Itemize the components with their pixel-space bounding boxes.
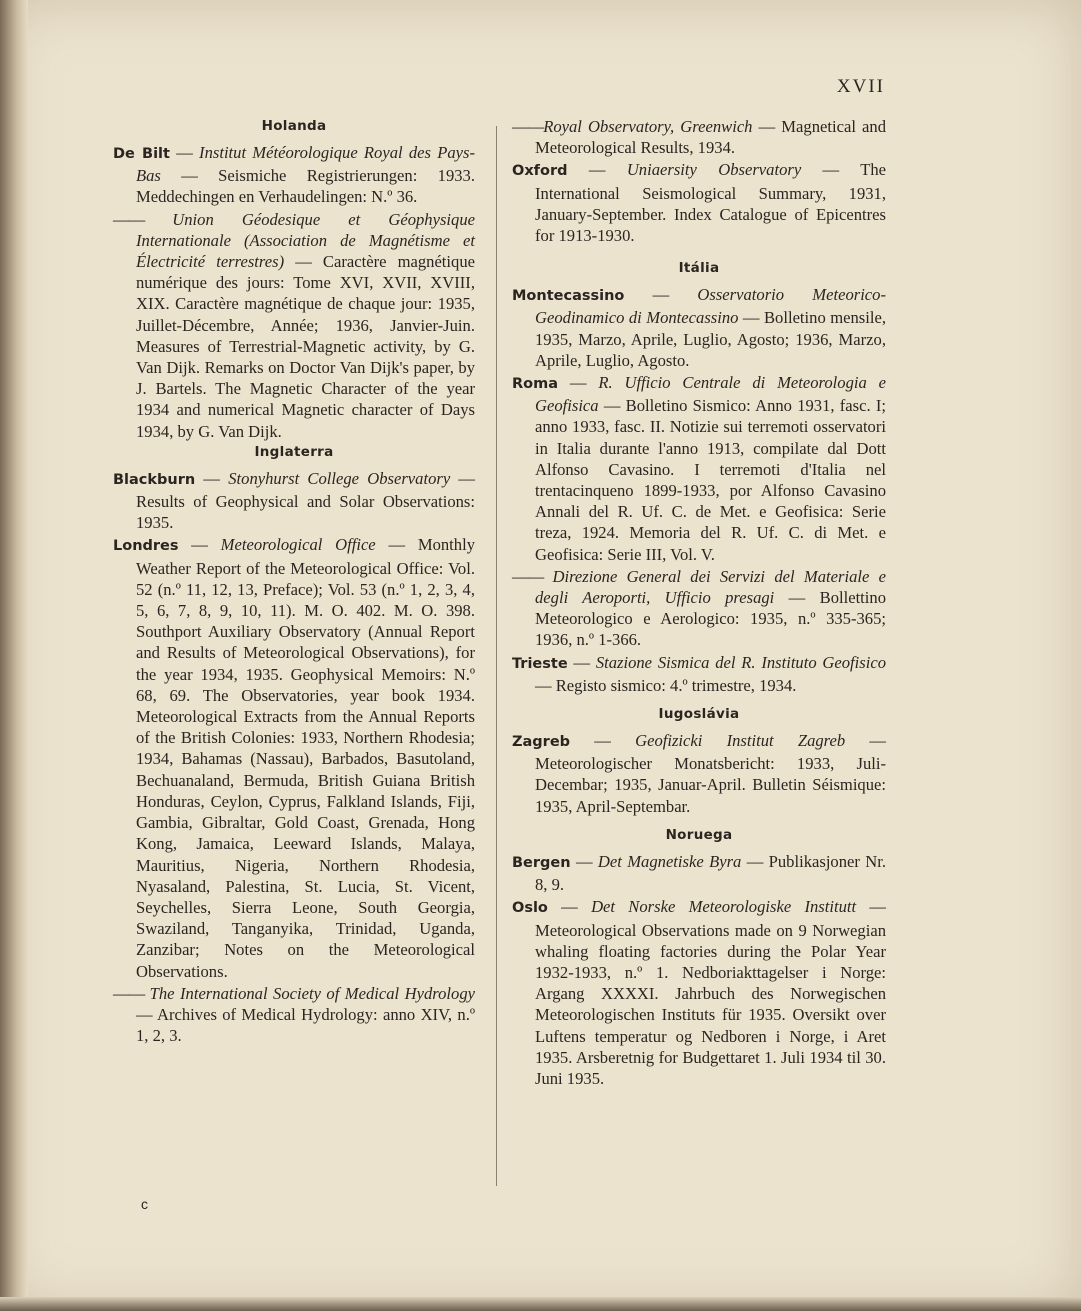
catalogue-entry xyxy=(512,284,886,371)
column-divider xyxy=(496,126,497,1186)
catalogue-entry xyxy=(512,116,886,158)
catalogue-entry xyxy=(512,851,886,895)
catalogue-entry xyxy=(512,652,886,696)
entry-place: Oxford xyxy=(512,163,568,180)
entry-place: Zagreb xyxy=(512,734,571,751)
entry-institution: Stazione Sismica del R. Instituto Geofisico xyxy=(595,652,887,672)
entry-publications: — Meteorologischer Monatsbericht: 1933, Juli-Decembar; 1935, Januar-April. Bulletin Séismique: 1935, April-Septembar. xyxy=(535,731,886,816)
entry-institution: Direzione General dei Servizi del Materiale e degli Aeroporti, Ufficio presagi xyxy=(535,566,886,608)
entry-place: Trieste xyxy=(512,655,568,672)
entry-place: Londres xyxy=(113,538,179,555)
section-heading: Itália xyxy=(678,260,720,277)
catalogue-entry xyxy=(113,209,475,442)
entry-institution: Institut Météorologique Royal des Pays-Bas xyxy=(136,143,476,186)
catalogue-entry xyxy=(113,534,475,981)
entry-separator: — xyxy=(570,851,598,871)
entry-publications: — Publikasjoner Nr. 8, 9. xyxy=(535,851,887,895)
entry-place: Roma xyxy=(512,376,559,393)
entry-publications: — Archives of Medical Hydrology: anno XIV, n.º 1, 2, 3. xyxy=(136,1004,475,1046)
right-column xyxy=(512,116,886,1090)
entry-separator: — xyxy=(547,897,592,917)
entry-publications: — Caractère magnétique numérique des jours: Tome XVI, XVII, XVIII, XIX. Caractère magnétique de chaque jour: 1935, Juillet-Décembre, Année; 1936, Janvier-Juin. Measures of Terrestrial-Magnetic activity, by G. Van Dijk. Remarks on Doctor Van Dijk's paper, by J. Bartels. The Magnetic Character of the year 1934 and numerical Magnetic character of Days 1934, by G. Van Dijk. xyxy=(136,252,475,441)
entry-institution: R. Ufficio Centrale di Meteorologia e Geofisica xyxy=(535,373,886,416)
entry-place: —— xyxy=(512,117,544,136)
entry-publications: — Monthly Weather Report of the Meteorological Office: Vol. 52 (n.º 11, 12, 13, Preface); Vol. 53 (n.º 1, 2, 3, 4, 5, 6, 7, 8, 9, 10, 11). M. O. 402. M. O. 398. Southport Auxiliary Observatory (Annual Report and Results of Meteorological Observations), for the year 1934, 1935. Geophysical Memoirs: N.º 68, 69. The Observatories, year book 1934. Meteorological Extracts from the Annual Reports of the British Colonies: 1933, Northern Rhodesia; 1934, Bahamas (Nassau), Barbados, Basutoland, Bechuanaland, Bermuda, British Guiana British Honduras, Ceylon, Cyprus, Falkland Islands, Fiji, Gambia, Gibraltar, Gold Coast, Grenada, Hong Kong, Jamaica, Leeward Islands, Malaya, Mauritius, Nigeria, Northern Rhodesia, Nyasaland, Palestina, St. Lucia, St. Vicent, Seychelles, Sierra Leone, South Georgia, Swaziland, Tanganyika, Trinidad, Uganda, Zanzibar; Notes on the Meteorological Observations. xyxy=(136,535,475,981)
entry-publications: — Bolletino mensile, 1935, Marzo, Aprile, Luglio, Agosto; 1936, Marzo, Aprile, Luglio, Agosto. xyxy=(535,308,886,370)
entry-institution: Geofizicki Institut Zagreb xyxy=(635,731,846,751)
catalogue-entry xyxy=(512,730,886,817)
catalogue-entry xyxy=(113,142,475,208)
entry-place: Bergen xyxy=(512,854,571,871)
entry-institution: Osservatorio Meteorico-Geodinamico di Montecassino xyxy=(535,285,886,328)
catalogue-entry xyxy=(512,896,886,1089)
signature-mark: c xyxy=(141,1196,148,1212)
catalogue-entry xyxy=(512,566,886,651)
entry-publications: — Results of Geophysical and Solar Observations: 1935. xyxy=(136,468,475,533)
entry-place: Oslo xyxy=(512,900,548,917)
entry-separator xyxy=(144,210,172,229)
entry-institution: Union Géodesique et Géophysique Internationale (Association de Magnétisme et Électricité terrestres) xyxy=(136,209,475,272)
section-heading: Iugoslávia xyxy=(658,706,740,723)
entry-separator: — xyxy=(567,652,596,672)
entry-separator: — xyxy=(178,535,221,555)
entry-publications: — Seismiche Registrierungen: 1933. Meddechingen en Verhaudelingen: N.º 36. xyxy=(136,166,475,207)
entry-separator: — xyxy=(558,373,599,393)
entry-place: —— xyxy=(512,566,544,586)
entry-separator: — xyxy=(624,285,698,305)
entry-publications: — Bolletino Sismico: Anno 1931, fasc. I; anno 1933, fasc. II. Notizie sui terremoti osservatori in Italia durante l'anno 1913, compilate dal Dott Alfonso Cavasino. I terremoti d'Italia nel trentacinqueno 1899-1933, por Alfonso Cavasino Annali del R. Uf. C. de Met. e Geofisica: Serie treza, 1924. Memoria del R. Uf. C. di Met. e Geofisica: Serie III, Vol. V. xyxy=(535,396,886,564)
entry-publications: — The International Seismological Summary, 1931, January-September. Index Catalogue of Epicentres for 1913-1930. xyxy=(535,160,887,246)
catalogue-entry xyxy=(113,468,475,534)
section-heading: Holanda xyxy=(261,118,327,134)
entry-place: Montecassino xyxy=(512,288,625,305)
page-edge xyxy=(0,1297,1081,1311)
entry-separator: — xyxy=(195,468,229,488)
entry-place: Blackburn xyxy=(113,471,196,488)
entry-publications: — Magnetical and Meteorological Results, 1934. xyxy=(535,117,886,158)
catalogue-entry xyxy=(512,159,886,246)
catalogue-entry xyxy=(512,372,886,565)
entry-place: —— xyxy=(113,209,145,229)
page-number: XVII xyxy=(836,76,885,97)
entry-institution: Det Norske Meteorologiske Institutt xyxy=(591,897,857,917)
entry-separator: — xyxy=(570,731,636,751)
entry-place: De Bilt xyxy=(113,146,170,162)
entry-institution: Royal Observatory, Greenwich xyxy=(543,117,753,136)
entry-place: —— xyxy=(113,983,145,1003)
entry-institution: The International Society of Medical Hydrology xyxy=(149,983,475,1003)
left-column xyxy=(113,116,475,1047)
entry-institution: Meteorological Office xyxy=(220,535,376,555)
catalogue-entry xyxy=(113,983,475,1047)
entry-separator: — xyxy=(169,143,200,162)
entry-separator: — xyxy=(567,160,627,180)
entry-institution: Uniaersity Observatory xyxy=(626,160,802,180)
entry-institution: Det Magnetiske Byra xyxy=(597,851,742,871)
entry-publications: — Bollettino Meteorologico e Aerologico: 1935, n.º 335-365; 1936, n.º 1-366. xyxy=(535,588,886,650)
entry-separator xyxy=(543,567,552,586)
section-heading: Noruega xyxy=(665,826,733,843)
entry-institution: Stonyhurst College Observatory xyxy=(228,468,451,488)
page-binding xyxy=(0,0,28,1311)
entry-publications: — Registo sismico: 4.º trimestre, 1934. xyxy=(535,675,797,695)
section-heading: Inglaterra xyxy=(254,443,334,460)
entry-publications: — Meteorological Observations made on 9 Norwegian whaling floating factories during the Polar Year 1932-1933, n.º 1. Nedboriakttagelser i Norge: Argang XXXXI. Jahrbuch des Norwegischen Meteorologischen Instituts für 1935. Oversikt over Luftens temperatur og Nedboren i Norge, i Aret 1935. Arsberetnig for Budgettaret 1. Juli 1934 til 30. Juni 1935. xyxy=(535,897,887,1088)
